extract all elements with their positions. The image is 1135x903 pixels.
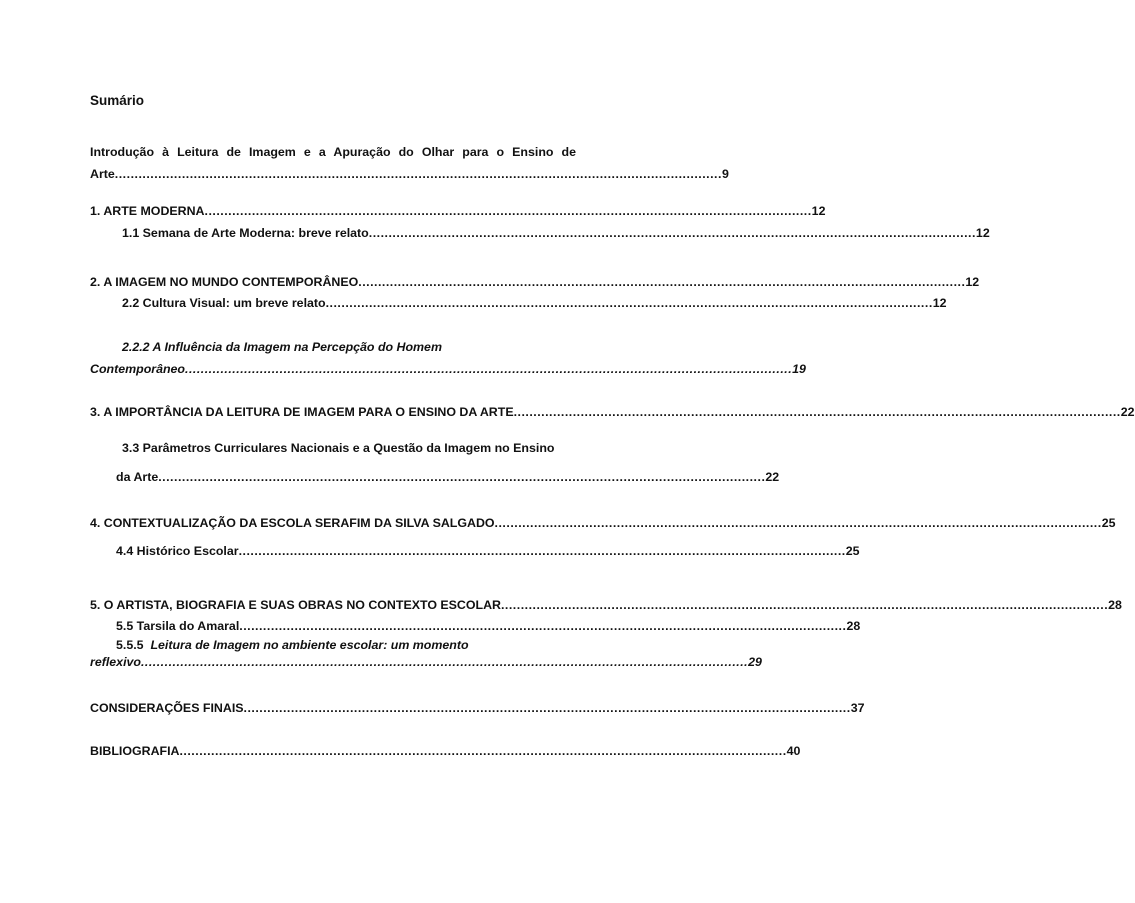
toc-label: CONSIDERAÇÕES FINAIS xyxy=(90,701,244,715)
toc-page-number: 37 xyxy=(850,701,865,715)
toc-label: 5.5 Tarsila do Amaral xyxy=(116,619,240,633)
toc-label: Leitura de Imagem no ambiente escolar: um momento xyxy=(150,638,469,652)
toc-entry-5-5-5-line1 xyxy=(116,636,469,654)
dot-leader: .......................................................................................................................................................... xyxy=(158,470,766,484)
toc-entry-consideracoes[interactable] xyxy=(90,699,865,717)
toc-entry-2-2[interactable] xyxy=(122,294,947,312)
toc-label: da Arte xyxy=(116,470,159,484)
dot-leader: .......................................................................................................................................................... xyxy=(179,744,787,758)
dot-leader: .......................................................................................................................................................... xyxy=(238,544,846,558)
dot-leader: .......................................................................................................................................................... xyxy=(513,405,1121,419)
toc-entry-3[interactable] xyxy=(90,403,1135,421)
toc-entry-2-2-2[interactable] xyxy=(90,360,806,378)
dot-leader: .......................................................................................................................................................... xyxy=(368,226,976,240)
toc-label: Arte xyxy=(90,167,115,181)
toc-entry-5-5-5[interactable] xyxy=(90,653,762,671)
toc-page-number: 22 xyxy=(765,470,780,484)
dot-leader: .......................................................................................................................................................... xyxy=(185,362,793,376)
toc-number: 5.5.5 xyxy=(116,638,144,652)
toc-label: Contemporâneo xyxy=(90,362,185,376)
dot-leader: .......................................................................................................................................................... xyxy=(140,655,749,669)
toc-label: 2.2 Cultura Visual: um breve relato xyxy=(122,296,326,310)
dot-leader: .......................................................................................................................................................... xyxy=(500,598,1109,612)
toc-page-number: 12 xyxy=(811,204,826,218)
toc-entry-bibliografia[interactable] xyxy=(90,742,801,760)
toc-label: 5. O ARTISTA, BIOGRAFIA E SUAS OBRAS NO CONTEXTO ESCOLAR xyxy=(90,598,501,612)
toc-entry-4[interactable] xyxy=(90,514,1116,532)
toc-label: 3. A IMPORTÂNCIA DA LEITURA DE IMAGEM PARA O ENSINO DA ARTE xyxy=(90,405,514,419)
toc-entry-5-5[interactable] xyxy=(116,617,861,635)
toc-entry-2[interactable] xyxy=(90,273,980,291)
toc-page-number: 25 xyxy=(845,544,860,558)
toc-page-number: 29 xyxy=(748,655,762,669)
toc-entry-3-3[interactable] xyxy=(116,468,780,486)
toc-label: 4.4 Histórico Escolar xyxy=(116,544,239,558)
toc-entry-5[interactable] xyxy=(90,596,1122,614)
dot-leader: .......................................................................................................................................................... xyxy=(114,167,722,181)
toc-entry-3-3-line1: 3.3 Parâmetros Curriculares Nacionais e a Questão da Imagem no Ensino xyxy=(122,441,555,455)
toc-entry-intro-line1: Introdução à Leitura de Imagem e a Apuração do Olhar para o Ensino de xyxy=(90,145,576,159)
dot-leader: .......................................................................................................................................................... xyxy=(358,275,966,289)
toc-page-number: 12 xyxy=(932,296,947,310)
toc-page-number: 28 xyxy=(846,619,861,633)
toc-entry-4-4[interactable] xyxy=(116,542,860,560)
toc-label: 2. A IMAGEM NO MUNDO CONTEMPORÂNEO xyxy=(90,275,359,289)
page-title: Sumário xyxy=(90,93,145,108)
toc-label: BIBLIOGRAFIA xyxy=(90,744,180,758)
toc-label: 1. ARTE MODERNA xyxy=(90,204,205,218)
dot-leader: .......................................................................................................................................................... xyxy=(494,516,1102,530)
toc-label: 1.1 Semana de Arte Moderna: breve relato xyxy=(122,226,369,240)
toc-page-number: 9 xyxy=(721,167,729,181)
toc-entry-2-2-2-line1: 2.2.2 A Influência da Imagem na Percepção do Homem xyxy=(122,340,442,354)
dot-leader: .......................................................................................................................................................... xyxy=(239,619,847,633)
toc-page-number: 22 xyxy=(1120,405,1135,419)
toc-page-number: 40 xyxy=(786,744,801,758)
toc-page-number: 12 xyxy=(975,226,990,240)
toc-page-number: 19 xyxy=(792,362,806,376)
dot-leader: .......................................................................................................................................................... xyxy=(204,204,812,218)
toc-page-number: 28 xyxy=(1108,598,1122,612)
dot-leader: .......................................................................................................................................................... xyxy=(243,701,851,715)
toc-label: 4. CONTEXTUALIZAÇÃO DA ESCOLA SERAFIM DA SILVA SALGADO xyxy=(90,516,495,530)
toc-page-number: 12 xyxy=(965,275,980,289)
toc-entry-intro[interactable] xyxy=(90,165,729,183)
toc-label: reflexivo xyxy=(90,655,141,669)
toc-entry-1-1[interactable] xyxy=(122,224,990,242)
toc-entry-1[interactable] xyxy=(90,202,826,220)
dot-leader: .......................................................................................................................................................... xyxy=(325,296,933,310)
toc-page-number: 25 xyxy=(1101,516,1116,530)
